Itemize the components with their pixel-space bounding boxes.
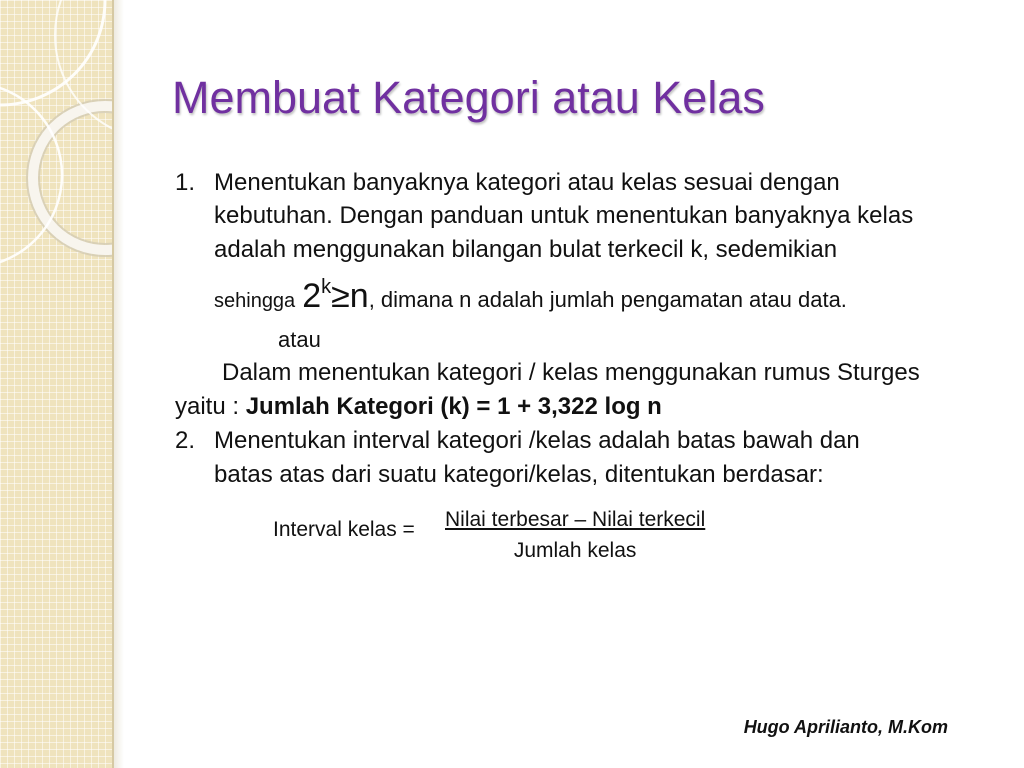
inequality-base: 2 (302, 277, 322, 315)
inequality-suffix: , dimana n adalah jumlah pengamatan atau data. (368, 287, 847, 312)
sturges-formula-line (175, 393, 662, 421)
interval-formula-fraction (445, 507, 705, 563)
list-number-2: 2. (175, 427, 196, 454)
sidebar-shadow (114, 0, 124, 768)
sturges-description: Dalam menentukan kategori / kelas menggunakan rumus Sturges (222, 359, 920, 386)
inequality-relation: ≥n (331, 277, 369, 315)
inequality-prefix: sehingga (214, 290, 296, 312)
decorative-sidebar (0, 0, 112, 768)
slide-title: Membuat Kategori atau Kelas (172, 72, 765, 123)
interval-numerator: Nilai terbesar – Nilai terkecil (445, 508, 706, 531)
item1-line-1: Menentukan banyaknya kategori atau kelas sesuai dengan (214, 169, 840, 196)
inequality-line (214, 277, 847, 320)
interval-formula-label: Interval kelas = (273, 518, 415, 541)
list-number-1: 1. (175, 169, 196, 196)
sturges-formula: Jumlah Kategori (k) = 1 + 3,322 log n (245, 393, 662, 420)
item1-line-2: kebutuhan. Dengan panduan untuk menentukan banyaknya kelas (214, 202, 914, 229)
item2-line-1: Menentukan interval kategori /kelas adalah batas bawah dan (214, 427, 860, 454)
decorative-circles (0, 0, 112, 768)
item1-line-3: adalah menggunakan bilangan bulat terkecil k, sedemikian (214, 236, 838, 263)
item2-line-2: batas atas dari suatu kategori/kelas, ditentukan berdasar: (214, 461, 824, 488)
author-credit: Hugo Aprilianto, M.Kom (743, 717, 948, 737)
inequality-exponent: k (321, 276, 332, 298)
alternative-word: atau (278, 327, 321, 352)
sturges-prefix: yaitu : (175, 393, 240, 420)
interval-denominator: Jumlah kelas (513, 539, 637, 562)
